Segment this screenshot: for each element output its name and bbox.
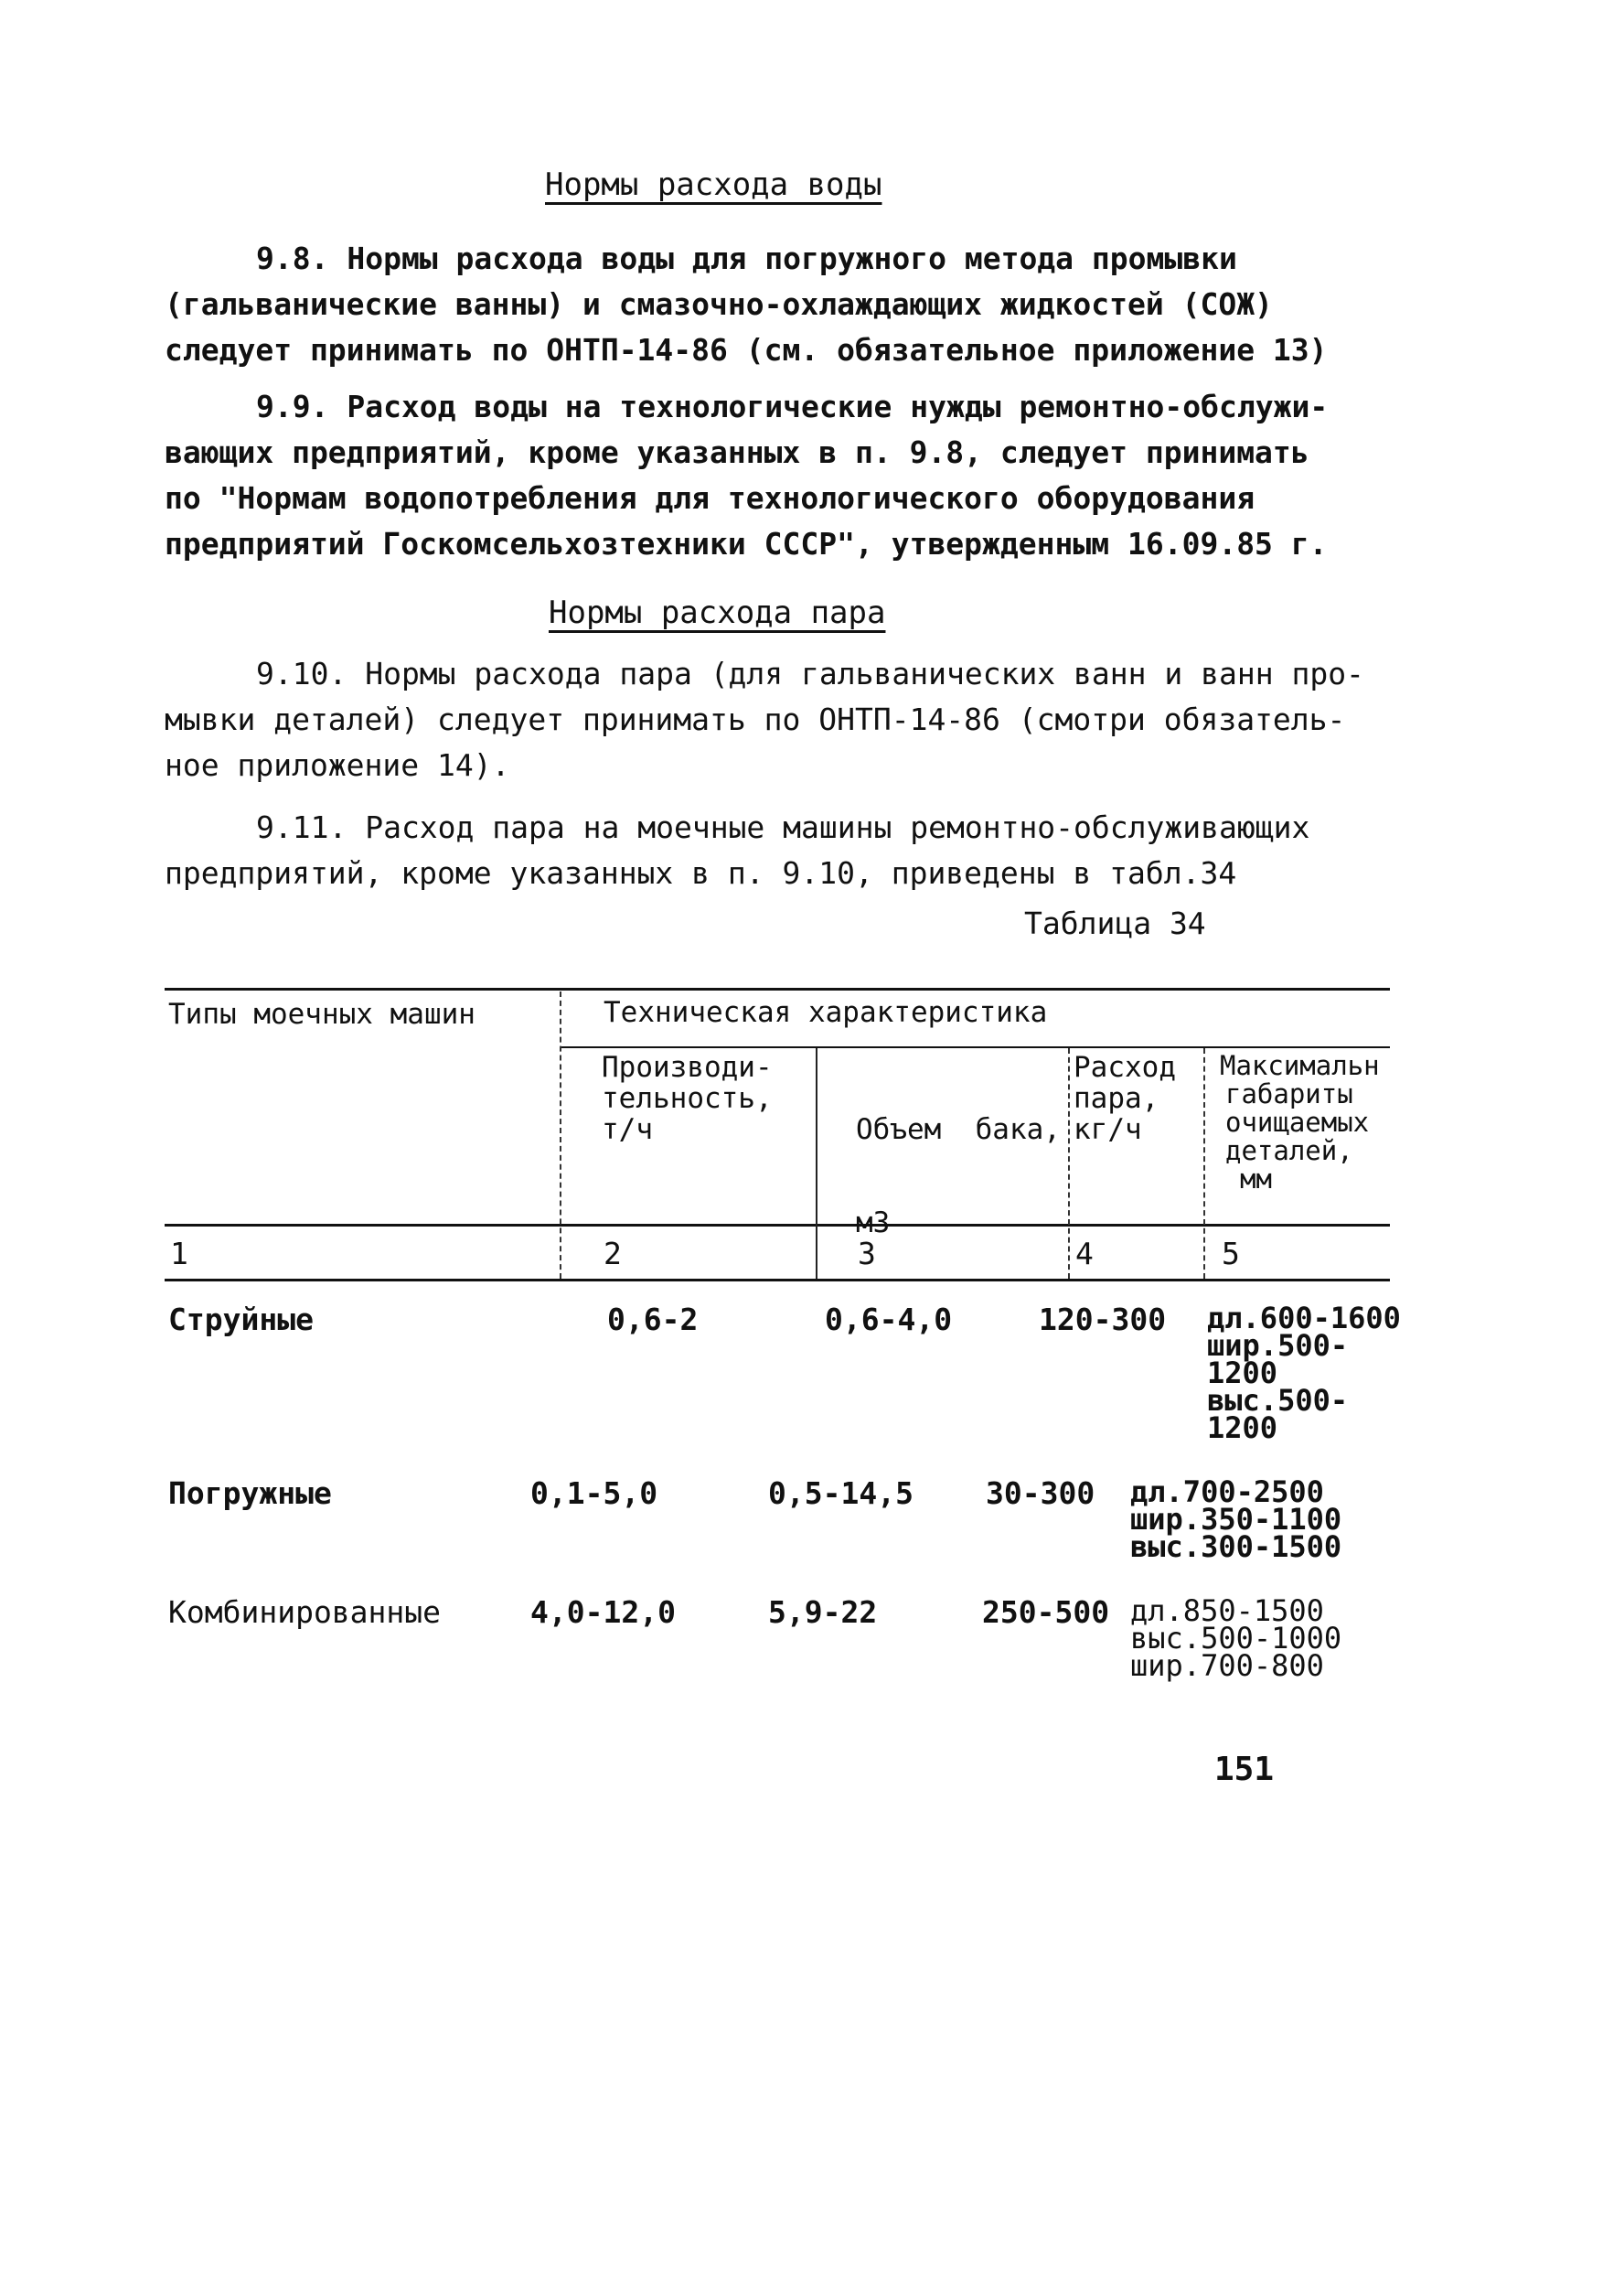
table-cell-steam: 250-500 xyxy=(982,1594,1110,1630)
table-row-type: Погружные xyxy=(168,1475,332,1511)
table-top-rule xyxy=(165,988,1390,991)
table-cell-volume: 0,6-4,0 xyxy=(825,1302,953,1337)
dimension-line: дл.850-1500 xyxy=(1130,1593,1324,1628)
table-row-type: Комбинированные xyxy=(168,1594,442,1630)
header-line: Объем бака, xyxy=(856,1113,1061,1146)
header-line: пара, xyxy=(1074,1082,1159,1115)
table-cell-dimensions xyxy=(1207,1301,1401,1445)
dimension-line: дл.700-2500 xyxy=(1130,1474,1324,1509)
paragraph-line: предприятий Госкомсельхозтехники СССР", утвержденным 16.09.85 г. xyxy=(165,526,1328,562)
header-line: т/ч xyxy=(602,1113,653,1146)
column-number: 5 xyxy=(1222,1236,1240,1271)
column-number: 3 xyxy=(858,1236,876,1271)
column-header-dimensions xyxy=(1220,1052,1380,1194)
header-line: деталей, xyxy=(1225,1135,1353,1166)
table-row-type: Струйные xyxy=(168,1302,314,1337)
paragraph-line: 9.10. Нормы расхода пара (для гальванических ванн и ванн про- xyxy=(256,656,1364,691)
paragraph-line: по "Нормам водопотребления для технологического оборудования xyxy=(165,480,1255,516)
column-header-volume xyxy=(856,1052,1061,1301)
column-header-type xyxy=(168,999,475,1030)
column-divider xyxy=(1068,1048,1070,1279)
table-cell-dimensions xyxy=(1130,1474,1342,1564)
dimension-line: 1200 xyxy=(1207,1410,1278,1445)
header-line: очищаемых xyxy=(1225,1107,1370,1138)
group-header-rule xyxy=(560,1046,1390,1048)
header-bottom-rule xyxy=(165,1224,1390,1227)
dimension-line: 1200 xyxy=(1207,1356,1278,1390)
dimension-line: выс.500-1000 xyxy=(1130,1621,1342,1656)
heading-steam-norms: Нормы расхода пара xyxy=(549,595,886,631)
header-line: тельность, xyxy=(602,1082,773,1115)
header-line: Максимальн xyxy=(1220,1050,1380,1081)
header-line: мм xyxy=(1240,1163,1272,1195)
paragraph-line: (гальванические ванны) и смазочно-охлаждающих жидкостей (СОЖ) xyxy=(165,286,1273,322)
group-header-technical xyxy=(604,997,1047,1028)
column-divider xyxy=(816,1048,817,1279)
dimension-line: выс.500- xyxy=(1207,1383,1349,1418)
paragraph-9-8 xyxy=(165,236,1390,373)
dimension-line: шир.350-1100 xyxy=(1130,1502,1342,1537)
header-line: Производи- xyxy=(602,1051,773,1084)
table-cell-dimensions xyxy=(1130,1593,1342,1683)
header-line: габариты xyxy=(1225,1078,1353,1109)
column-number: 4 xyxy=(1075,1236,1094,1271)
header-text: Типы моечных машин xyxy=(168,998,475,1031)
column-number: 2 xyxy=(604,1236,622,1271)
table-cell-volume: 5,9-22 xyxy=(768,1594,878,1630)
header-line: кг/ч xyxy=(1074,1113,1142,1146)
paragraph-line: 9.11. Расход пара на моечные машины ремонтно-обслуживающих xyxy=(256,809,1310,845)
paragraph-line: 9.8. Нормы расхода воды для погружного метода промывки xyxy=(256,241,1237,276)
dimension-line: выс.300-1500 xyxy=(1130,1529,1342,1564)
column-number: 1 xyxy=(170,1236,188,1271)
heading-water-norms: Нормы расхода воды xyxy=(545,166,882,203)
table-cell-steam: 120-300 xyxy=(1039,1302,1167,1337)
dimension-line: дл.600-1600 xyxy=(1207,1301,1401,1335)
paragraph-line: вающих предприятий, кроме указанных в п. 9.8, следует принимать xyxy=(165,434,1309,470)
paragraph-line: следует принимать по ОНТП-14-86 (см. обязательное приложение 13) xyxy=(165,332,1328,368)
paragraph-line: ное приложение 14). xyxy=(165,747,510,783)
dimension-line: шир.500- xyxy=(1207,1328,1349,1363)
table-cell-capacity: 0,1-5,0 xyxy=(530,1475,658,1511)
table-cell-volume: 0,5-14,5 xyxy=(768,1475,914,1511)
table-caption: Таблица 34 xyxy=(1024,906,1206,941)
header-line: Расход xyxy=(1074,1051,1176,1084)
table-cell-capacity: 4,0-12,0 xyxy=(530,1594,676,1630)
column-header-steam xyxy=(1074,1052,1176,1145)
paragraph-line: мывки деталей) следует принимать по ОНТП-14-86 (смотри обязатель- xyxy=(165,702,1346,737)
paragraph-9-11 xyxy=(165,805,1390,896)
numbers-bottom-rule xyxy=(165,1279,1390,1281)
column-divider xyxy=(560,991,561,1279)
paragraph-9-9 xyxy=(165,384,1390,567)
table-cell-steam: 30-300 xyxy=(986,1475,1095,1511)
header-line: м3 xyxy=(856,1206,891,1239)
header-text: Техническая характеристика xyxy=(604,996,1048,1029)
table-cell-capacity: 0,6-2 xyxy=(607,1302,699,1337)
paragraph-9-10 xyxy=(165,651,1390,788)
paragraph-line: 9.9. Расход воды на технологические нужды ремонтно-обслужи- xyxy=(256,389,1329,424)
dimension-line: шир.700-800 xyxy=(1130,1648,1324,1683)
column-header-capacity xyxy=(602,1052,773,1145)
page-number: 151 xyxy=(1214,1751,1275,1788)
column-divider xyxy=(1203,1048,1205,1279)
paragraph-line: предприятий, кроме указанных в п. 9.10, приведены в табл.34 xyxy=(165,855,1237,891)
